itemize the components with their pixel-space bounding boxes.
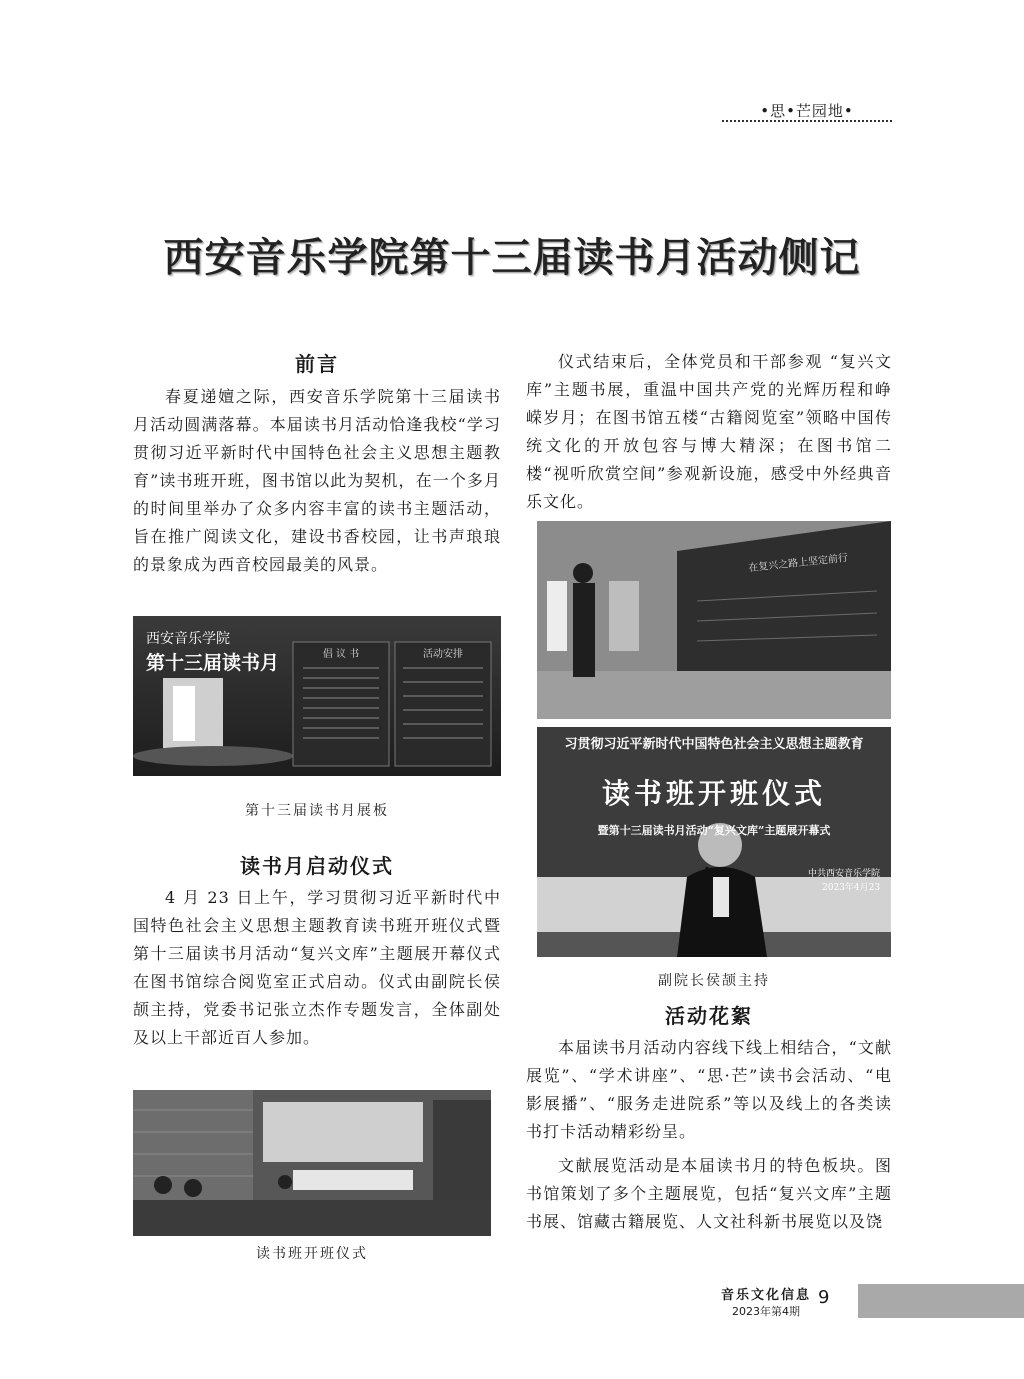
highlights-heading: 活动花絮 — [665, 1004, 753, 1028]
preface-body — [133, 383, 501, 579]
banner-top-text: 习贯彻习近平新时代中国特色社会主义思想主题教育 — [564, 737, 864, 752]
figure-caption: 第十三届读书月展板 — [245, 803, 389, 819]
poster-title: 第十三届读书月 — [146, 652, 280, 674]
visit-paragraph: 仪式结束后，全体党员和干部参观 “复兴文库”主题书展，重温中国共产党的光辉历程和峥嵘岁月；在图书馆五楼“古籍阅览室”领略中国传统文化的开放包容与博大精深；在图书馆二楼“视听欣赏空间”参观新设施，感受中外经典音乐文化。 — [526, 352, 892, 511]
poster-school-name: 西安音乐学院 — [146, 631, 230, 647]
highlights-body — [526, 1034, 892, 1236]
preface-paragraph: 春夏递嬗之际，西安音乐学院第十三届读书月活动圆满落幕。本届读书月活动恰逢我校“学习贯彻习近平新时代中国特色社会主义思想主题教育”读书班开班，图书馆以此为契机，在一个多月的时间里举办了众多内容丰富的读书主题活动，旨在推广阅读文化，建设书香校园，让书声琅琅的景象成为西音校园最美的风景。 — [133, 387, 501, 574]
publication-name: 音乐文化信息 — [720, 1288, 811, 1303]
launch-heading: 读书月启动仪式 — [240, 854, 394, 878]
exhibition-wall-text: 在复兴之路上坚定前行 — [747, 552, 849, 575]
banner-sub-text: 暨第十三届读书月活动“复兴文库”主题展开幕式 — [597, 824, 831, 837]
issue-label: 2023年第4期 — [732, 1305, 800, 1318]
highlights-paragraph: 本届读书月活动内容线下线上相结合，“文献展览”、“学术讲座”、“思·芒”读书会活动、“电影展播”、“服务走进院系”等以及线上的各类读书打卡活动精彩纷呈。 — [526, 1038, 892, 1141]
section-divider — [722, 120, 892, 122]
highlights-paragraph: 文献展览活动是本届读书月的特色板块。图书馆策划了多个主题展览，包括“复兴文库”主题书展、馆藏古籍展览、人文社科新书展览以及饶 — [526, 1156, 892, 1231]
article-title: 西安音乐学院第十三届读书月活动侧记 — [163, 234, 861, 281]
launch-paragraph: 4 月 23 日上午，学习贯彻习近平新时代中国特色社会主义思想主题教育读书班开班仪式暨第十三届读书月活动“复兴文库”主题展开幕仪式在图书馆综合阅览室正式启动。仪式由副院长侯颉主持，党委书记张立杰作专题发言，全体副处及以上干部近百人参加。 — [133, 888, 501, 1047]
poster-initiative-heading: 倡 议 书 — [322, 649, 360, 660]
footer-bar — [858, 1284, 1024, 1318]
figure-caption: 读书班开班仪式 — [256, 1246, 368, 1262]
banner-date: 2023年4月23 — [822, 883, 881, 893]
preface-heading: 前言 — [295, 352, 339, 376]
banner-organizer: 中共西安音乐学院 — [808, 869, 881, 879]
banner-main-text: 读书班开班仪式 — [601, 777, 826, 810]
launch-body — [133, 884, 501, 1052]
host-photo — [537, 727, 891, 957]
page-number: 9 — [818, 1287, 830, 1308]
poster-schedule-heading: 活动安排 — [423, 649, 463, 660]
section-tag: •思•芒园地• — [760, 102, 854, 120]
ceremony-photo — [133, 1090, 491, 1236]
visit-body — [526, 348, 892, 516]
figure-caption: 副院长侯颉主持 — [658, 973, 770, 989]
